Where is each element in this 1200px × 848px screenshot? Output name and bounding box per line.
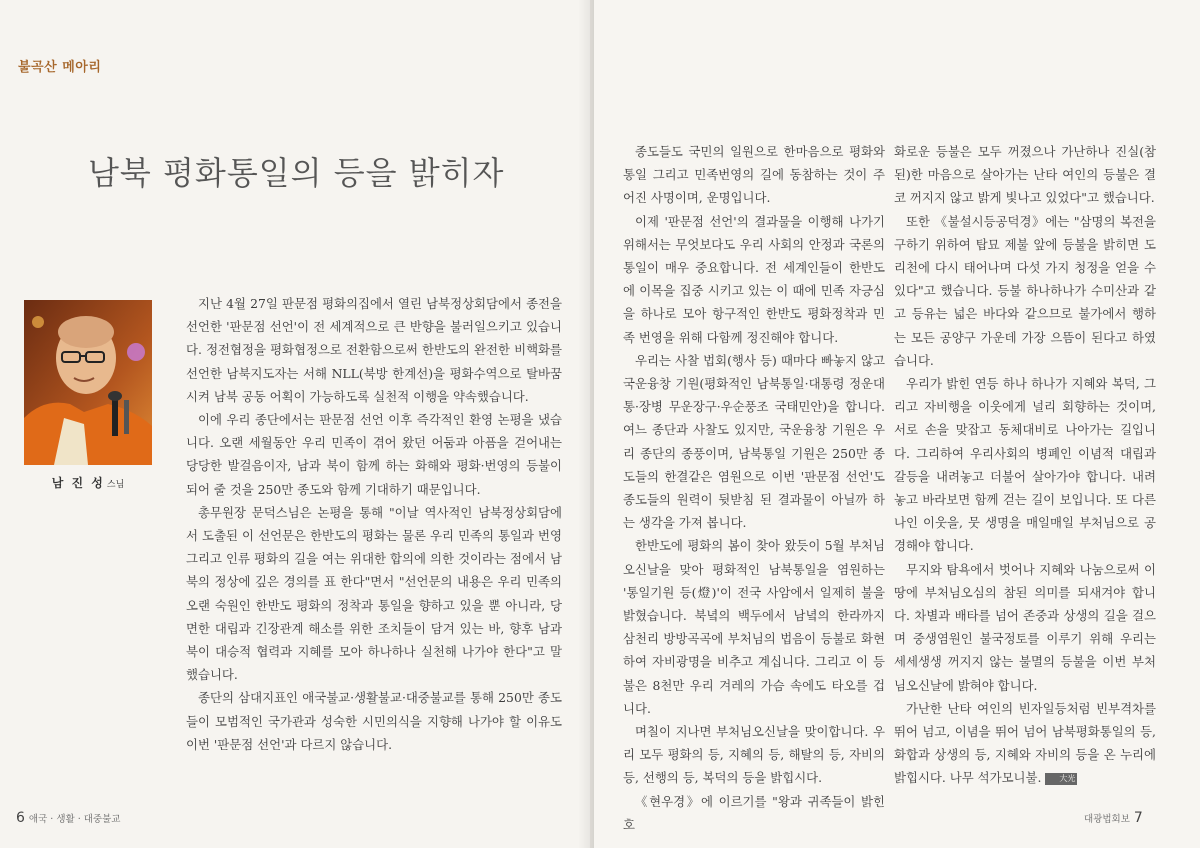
middle-text-column [623, 140, 885, 836]
paragraph: 화로운 등불은 모두 꺼졌으나 가난하나 진실(참된)한 마음으로 살아가는 난타 여인의 등불은 결코 꺼지지 않고 밝게 빛나고 있었다"고 했습니다. [894, 144, 1156, 206]
paragraph [894, 697, 1156, 790]
author-honorific: 스님 [106, 480, 125, 490]
paragraph: 《현우경》에 이르기를 "왕과 귀족들이 밝힌 호 [623, 793, 885, 832]
left-footer [16, 810, 120, 826]
paragraph: 총무원장 문덕스님은 논평을 통해 "이날 역사적인 남북정상회담에서 도출된 이 선언문은 한반도의 평화는 물론 우리 민족의 통일과 번영 그리고 인류 평화의 길을 여는 위대한 합의에 의한 것이라는 점에서 남북의 정상에 깊은 경의를 표 한다"면서 "선언문의 내용은 우리 민족의 오랜 숙원인 한반도 평화의 정착과 통일을 향하고 있을 뿐 아니라, 당면한 대립과 긴장관계 해소를 위한 조치들이 담겨 있는 바, 향후 남과 북이 대승적 협력과 지혜를 모아 하나하나 실천해 나가야 한다"고 말했습니다. [186, 504, 562, 683]
page-number-left: 6 [16, 810, 25, 826]
paragraph: 종단의 삼대지표인 애국불교·생활불교·대중불교를 통해 250만 종도들이 모범적인 국가관과 성숙한 시민의식을 지향해 나가야 할 이유도 이번 '판문점 선언'과 다르지 않습니다. [186, 690, 562, 752]
left-footer-text: 애국 · 생활 · 대중불교 [28, 814, 121, 825]
left-text-column [186, 292, 562, 756]
end-mark: 大光 [1045, 773, 1077, 785]
right-footer [1084, 810, 1143, 826]
paragraph: 며칠이 지나면 부처님오신날을 맞이합니다. 우리 모두 평화의 등, 지혜의 등, 해탈의 등, 자비의 등, 선행의 등, 복덕의 등을 밝힙시다. [623, 724, 885, 786]
paragraph: 지난 4월 27일 판문점 평화의집에서 열린 남북정상회담에서 종전을 선언한 '판문점 선언'이 전 세계적으로 큰 반향을 불러일으키고 있습니다. 정전협정을 평화협정으로 전환함으로써 한반도의 완전한 비핵화를 선언한 남북지도자는 서해 NLL(북방 한계선)을 평화수역으로 탈바꿈 시켜 남북 공동 어획이 가능하도록 실천적 이행을 약속했습니다. [186, 296, 562, 404]
paragraph: 무지와 탐욕에서 벗어나 지혜와 나눔으로써 이 땅에 부처님오심의 참된 의미를 되새겨야 합니다. 차별과 배타를 넘어 존중과 상생의 길을 걸으며 중생염원인 불국정토를 이루기 위해 우리는 세세생생 꺼지지 않는 불멸의 등불을 이번 부처님오신날에 밝혀야 합니다. [894, 561, 1156, 693]
paragraph: 또한 《불설시등공덕경》에는 "삼명의 복전을 구하기 위하여 탑묘 제불 앞에 등불을 밝히면 도리천에 다시 태어나며 다섯 가지 청정을 얻을 수 있다"고 했습니다. 등불 하나하나가 수미산과 같고 등유는 넓은 바다와 같으므로 불가에서 행하는 모든 공양구 가운데 가장 으뜸이 된다고 하였습니다. [894, 213, 1156, 368]
article-title: 남북 평화통일의 등을 밝히자 [88, 154, 505, 192]
page-number-right: 7 [1133, 810, 1143, 826]
left-page [0, 0, 590, 848]
paragraph: 한반도에 평화의 봄이 찾아 왔듯이 5월 부처님오신날을 맞아 평화적인 남북통일을 염원하는 '통일기원 등(燈)'이 전국 사암에서 일제히 불을 밝혔습니다. 북녘의 백두에서 남녘의 한라까지 삼천리 방방곡곡에 부처님의 법음이 등불로 화현하여 자비광명을 비추고 계십니다. 그리고 이 등불은 8천만 우리 겨레의 가슴 속에도 타오를 겁니다. [623, 538, 885, 716]
section-label: 불곡산 메아리 [18, 60, 102, 75]
closing-paragraph-text: 가난한 난타 여인의 빈자일등처럼 빈부격차를 뛰어 넘고, 이념을 뛰어 넘어 남북평화통일의 등, 화합과 상생의 등, 지혜와 자비의 등을 온 누리에 밝힙시다. 나무 석가모니불. [894, 700, 1156, 786]
author-caption [24, 474, 152, 491]
paragraph: 우리가 밝힌 연등 하나 하나가 지혜와 복덕, 그리고 자비행을 이웃에게 널리 회향하는 것이며, 서로 손을 맞잡고 동체대비로 나아가는 길입니다. 그리하여 우리사회의 병폐인 이념적 대립과 갈등을 내려놓고 더불어 살아가야 합니다. 내려놓고 바라보면 함께 걷는 길이 보입니다. 또 다른 나인 이웃을, 뭇 생명을 매일매일 부처님으로 공경해야 합니다. [894, 376, 1156, 554]
paragraph: 우리는 사찰 법회(행사 등) 때마다 빠놓지 않고 국운융창 기원(평화적인 남북통일·대통령 정운대통·장병 무운장구·우순풍조 국태민안)을 합니다. 여느 종단과 사찰도 있지만, 국운융창 기원은 우리 종단의 종풍이며, 남북통일 기원은 250만 종도들의 한결같은 염원으로 이번 '판문점 선언'도 종도들의 원력이 뒷받침 된 결과물이 아닐까 하는 생각을 가져 봅니다. [623, 352, 885, 531]
author-photo [24, 300, 152, 465]
paragraph: 이제 '판문점 선언'의 결과물을 이행해 나가기 위해서는 무엇보다도 우리 사회의 안정과 국론의 통일이 매우 중요합니다. 전 세계인들이 한반도에 이목을 집중 시키고 있는 이 때에 민족 자긍심을 하나로 모아 항구적인 한반도 평화정착과 민족 번영을 위해 다함께 정진해야 합니다. [623, 213, 885, 345]
right-footer-text: 대광법회보 [1084, 814, 1130, 825]
paragraph: 종도들도 국민의 일원으로 한마음으로 평화와 통일 그리고 민족번영의 길에 동참하는 것이 주어진 사명이며, 운명입니다. [623, 144, 885, 206]
paragraph: 이에 우리 종단에서는 판문점 선언 이후 즉각적인 환영 논평을 냈습니다. 오랜 세월동안 우리 민족이 겪어 왔던 어둠과 아픔을 걷어내는 당당한 발걸음이자, 남과 북이 함께 하는 화해와 평화·번영의 등불이 되어 줄 것을 250만 종도와 함께 기대하기 때문입니다. [186, 412, 562, 497]
author-portrait-image [24, 300, 152, 465]
author-name: 남 진 성 [51, 476, 105, 490]
right-text-column [894, 140, 1156, 790]
